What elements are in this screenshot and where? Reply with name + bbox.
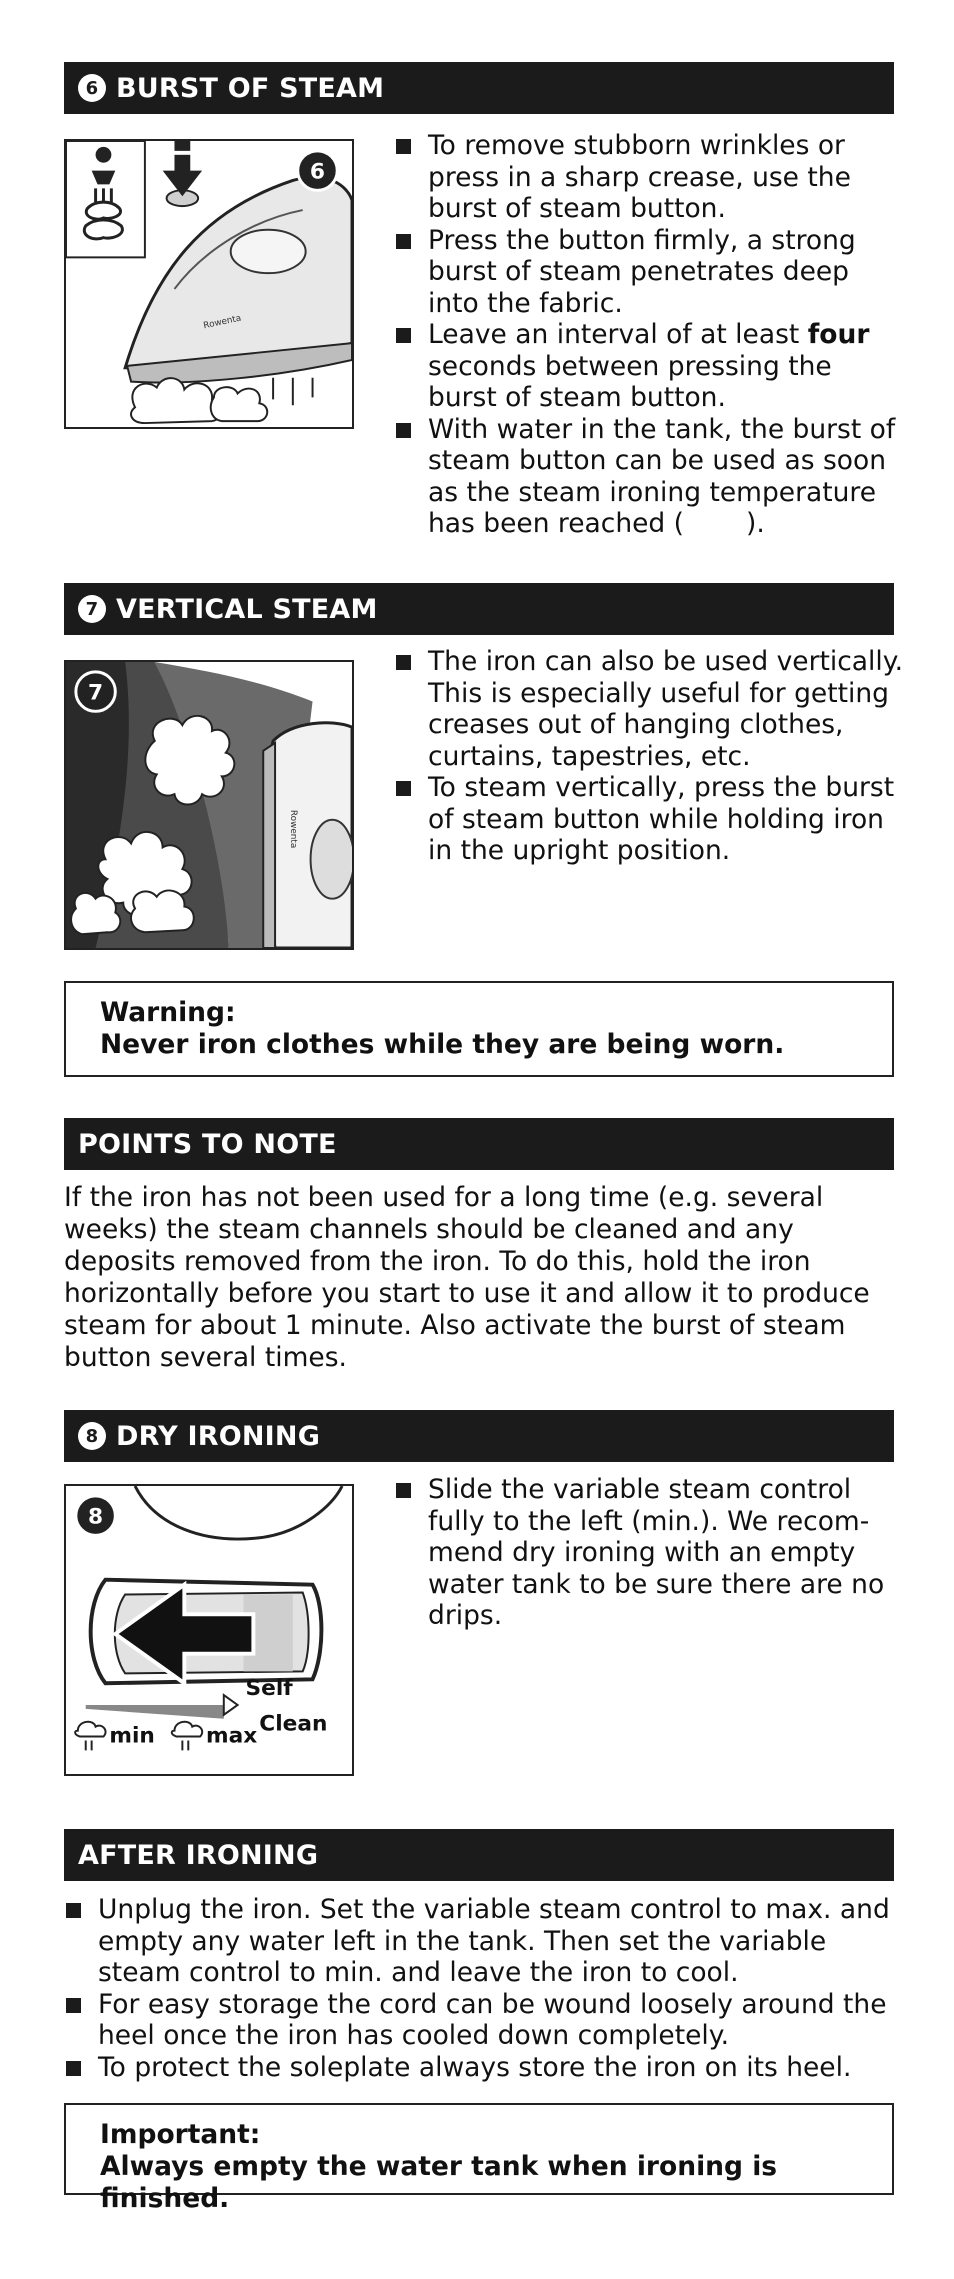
list-item: Slide the variable steam control fully to the left (min.). We recom-mend dry ironing with an empty water tank to be sure there are no drips. [394,1474,894,1632]
min-label: min [109,1723,155,1749]
emphasis-text: four [807,319,870,350]
section-number-badge: 8 [78,1422,106,1450]
section-header-vertical-steam [64,583,894,635]
important-label: Important: [100,2119,261,2150]
section-title: AFTER IRONING [78,1839,319,1871]
section-title: DRY IRONING [116,1420,321,1452]
section-header-after-ironing [64,1829,894,1881]
points-to-note-text: If the iron has not been used for a long time (e.g. several weeks) the steam channels should be cleaned and any deposits removed from the iron. To do this, hold the iron horizontally before you start to use it and allow it to produce steam for about 1 minute. Also activate the burst of steam button several times. [64,1182,870,1373]
list-item: To remove stubborn wrinkles or press in a sharp crease, use the burst of steam button. [394,130,904,225]
warning-box [64,981,894,1077]
list-item [394,414,904,540]
figure-number: 6 [309,159,326,185]
clean-label: Clean [259,1711,328,1737]
steam-cloud-icon [131,378,267,423]
after-ironing-list [64,1894,910,2083]
list-item: Press the button firmly, a strong burst of steam penetrates deep into the fabric. [394,225,904,320]
item-text: Leave an interval of at least [428,319,808,350]
list-item: To protect the soleplate always store the iron on its heel. [64,2052,910,2084]
item-text: ). [746,508,765,539]
steam-control-illustration [66,1486,352,1774]
section-title: VERTICAL STEAM [116,593,378,625]
vertical-steam-list [394,646,904,867]
section-title: POINTS TO NOTE [78,1128,337,1160]
max-label: max [206,1723,258,1749]
list-item: For easy storage the cord can be wound loosely around the heel once the iron has cooled down completely. [64,1989,910,2052]
steam-drop-icon [172,1722,202,1751]
important-box [64,2103,894,2214]
iron-illustration [66,662,352,948]
section-header-dry-ironing [64,1410,894,1462]
section-header-burst-of-steam [64,62,894,114]
section-number-badge: 6 [78,74,106,102]
list-item: The iron can also be used vertically. This is especially useful for getting creases out of hanging clothes, curtains, tapestries, etc. [394,646,904,772]
figure-burst-of-steam [64,139,354,429]
dry-ironing-list [394,1474,894,1632]
important-text: Always empty the water tank when ironing is finished. [100,2151,778,2214]
list-item: To steam vertically, press the burst of steam button while holding iron in the upright position. [394,772,904,867]
figure-number: 7 [88,680,104,706]
self-label: Self [245,1676,293,1702]
list-item: Unplug the iron. Set the variable steam control to max. and empty any water left in the tank. Then set the variable steam control to min. and leave the iron to cool. [64,1894,910,1989]
figure-dry-ironing [64,1484,354,1776]
figure-number: 8 [88,1504,104,1530]
figure-brand-label: Rowenta [287,809,298,849]
figure-brand-label: Rowenta [202,313,243,332]
burst-of-steam-list [394,130,904,540]
item-text: With water in the tank, the burst of steam button can be used as soon as the steam ironing temperature has been reached ( [428,413,896,539]
list-item [394,319,904,414]
item-text: seconds between pressing the burst of steam button. [428,350,832,413]
section-title: BURST OF STEAM [116,72,385,104]
steam-drop-icon [75,1722,105,1751]
down-arrow-icon [163,141,202,196]
section-header-points-to-note [64,1118,894,1170]
figure-vertical-steam [64,660,354,950]
warning-label: Warning: [100,997,236,1028]
iron-illustration [66,141,352,427]
section-number-badge: 7 [78,595,106,623]
warning-text: Never iron clothes while they are being worn. [100,1029,785,1060]
